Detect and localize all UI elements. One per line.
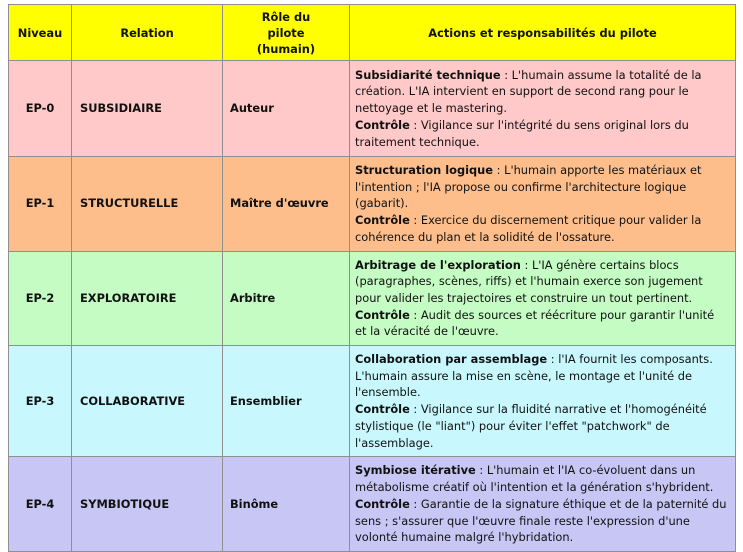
actions-cell [350,457,736,552]
header-row [9,5,736,61]
table-row-ep0 [9,61,736,157]
action-title: Symbiose itérative [355,463,476,478]
action-paragraph [355,162,727,212]
action-paragraph [355,67,727,117]
relation-cell: EXPLORATOIRE [72,251,223,346]
relation-cell: STRUCTURELLE [72,157,223,252]
relation-cell: SUBSIDIAIRE [72,61,223,157]
actions-cell [350,251,736,346]
action-title: Arbitrage de l'exploration [355,257,521,272]
action-text: : L'humain apporte les matériaux et l'intention ; l'IA propose ou confirme l'architecture logique (gabarit). [355,163,702,211]
action-text: : l'IA fournit les composants. L'humain assure la mise en scène, le montage et l'unité de l'ensemble. [355,352,713,400]
level-cell: EP-0 [9,61,72,157]
control-label: Contrôle [355,402,410,417]
table-row-ep4 [9,457,736,552]
action-paragraph [355,351,727,401]
action-title: Collaboration par assemblage [355,352,548,367]
control-text: : Audit des sources et réécriture pour garantir l'unité et la véracité de l'œuvre. [355,307,715,339]
role-cell: Maître d'œuvre [223,157,350,252]
header-relation: Relation [72,5,223,61]
actions-cell [350,346,736,457]
role-cell: Auteur [223,61,350,157]
level-cell: EP-2 [9,251,72,346]
actions-cell [350,61,736,157]
control-paragraph [355,307,727,340]
action-title: Structuration logique [355,163,494,177]
action-paragraph [355,462,727,495]
control-label: Contrôle [355,496,410,511]
header-level: Niveau [9,5,72,61]
control-paragraph [355,117,727,150]
relation-cell: SYMBIOTIQUE [72,457,223,552]
control-text: : Garantie de la signature éthique et de la paternité du sens ; s'assurer que l'œuvre finale reste l'expression d'une volonté humaine malgré l'hybridation. [355,496,727,545]
control-label: Contrôle [355,307,410,322]
control-paragraph [355,496,727,546]
table-row-ep1 [9,157,736,252]
control-text: : Exercice du discernement critique pour valider la cohérence du plan et la solidité de l'ossature. [355,213,702,244]
header-role: Rôle du pilote (humain) [223,5,350,61]
action-text: : L'IA génère certains blocs (paragraphes, scènes, riffs) et l'humain exerce son jugement pour valider les trajectoires et construire un tout pertinent. [355,257,703,305]
control-text: : Vigilance sur l'intégrité du sens original lors du traitement technique. [355,117,689,149]
level-cell: EP-3 [9,346,72,457]
action-title: Subsidiarité technique [355,67,501,82]
control-label: Contrôle [355,213,410,228]
table-row-ep3 [9,346,736,457]
control-paragraph [355,401,727,451]
control-text: : Vigilance sur la fluidité narrative et l'homogénéité stylistique (le "liant") pour éviter l'effet "patchwork" de l'assemblage. [355,402,707,450]
table-row-ep2 [9,251,736,346]
collaboration-levels-table [8,4,736,552]
control-paragraph [355,212,727,245]
role-cell: Binôme [223,457,350,552]
role-cell: Arbitre [223,251,350,346]
level-cell: EP-1 [9,157,72,252]
header-actions: Actions et responsabilités du pilote [350,5,736,61]
relation-cell: COLLABORATIVE [72,346,223,457]
level-cell: EP-4 [9,457,72,552]
action-paragraph [355,257,727,307]
control-label: Contrôle [355,117,410,132]
action-text: : L'humain et l'IA co-évoluent dans un métabolisme créatif où l'intention et la génération s'hybrident. [355,463,714,495]
actions-cell [350,157,736,252]
role-cell: Ensemblier [223,346,350,457]
action-text: : L'humain assume la totalité de la création. L'IA intervient en support de second rang pour le nettoyage et le mastering. [355,67,702,116]
